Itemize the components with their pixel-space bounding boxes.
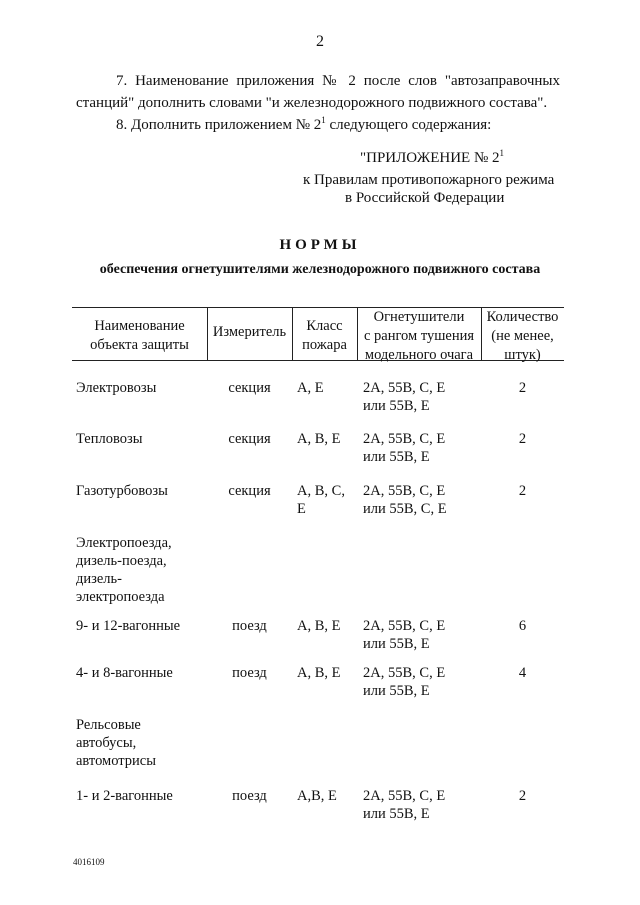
appendix-line-3: в Российской Федерации [345,190,505,206]
cell-extinguishers: или 55В, С, Е [363,501,447,517]
cell-unit: секция [228,483,271,499]
cell-extinguishers: или 55В, Е [363,398,430,414]
cell-unit: поезд [232,665,267,681]
document-subheading: обеспечения огнетушителями железнодорожного подвижного состава [99,262,541,277]
cell-object: Газотурбовозы [76,483,168,499]
appendix-title-text: "ПРИЛОЖЕНИЕ № 2 [360,150,500,166]
cell-quantity: 4 [518,665,527,681]
cell-extinguishers: или 55В, Е [363,636,430,652]
paragraph-7-line-1: 7. Наименование приложения № 2 после слов "автозаправочных [116,73,560,89]
cell-extinguishers: 2А, 55В, С, Е [363,665,446,681]
page-number: 2 [316,33,324,50]
header-text: Измеритель [212,324,287,340]
header-text: с рангом тушения [363,328,475,344]
cell-class: А, В, Е [297,665,341,681]
document-heading: НОРМЫ [279,237,361,253]
cell-object: 9- и 12-вагонные [76,618,181,634]
header-text: (не менее, [491,328,554,344]
cell-group-label: автомотрисы [76,753,156,769]
cell-group-label: электропоезда [76,589,165,605]
cell-extinguishers: 2А, 55В, С, Е [363,788,446,804]
cell-class: А, В, Е [297,618,341,634]
cell-group-label: дизель- [76,571,122,587]
cell-class: А,В, Е [297,788,337,804]
header-text: модельного очага [364,347,474,363]
appendix-line-2: к Правилам противопожарного режима [303,172,555,188]
cell-object: 1- и 2-вагонные [76,788,173,804]
header-text: штук) [504,347,541,363]
cell-quantity: 6 [518,618,527,634]
appendix-title [360,147,504,169]
table-header-quantity [481,308,564,365]
header-text: пожара [302,337,347,353]
cell-object: 4- и 8-вагонные [76,665,173,681]
table-header-unit [207,308,292,342]
cell-unit: поезд [232,618,267,634]
table-header-class [292,308,357,355]
paragraph-8 [116,114,491,136]
cell-extinguishers: или 55В, Е [363,449,430,465]
cell-quantity: 2 [518,483,527,499]
paragraph-8-text: 8. Дополнить приложением № 2 [116,117,322,133]
paragraph-8-text-end: следующего содержания: [325,117,492,133]
header-text: объекта защиты [90,337,189,353]
cell-group-label: Рельсовые [76,717,141,733]
cell-unit: секция [228,380,271,396]
cell-quantity: 2 [518,380,527,396]
cell-extinguishers: или 55В, Е [363,806,430,822]
cell-extinguishers: 2А, 55В, С, Е [363,618,446,634]
header-text: Огнетушители [373,309,465,325]
cell-extinguishers: 2А, 55В, С, Е [363,483,446,499]
cell-object: Электровозы [76,380,157,396]
table-header-name [72,308,207,355]
cell-extinguishers: 2А, 55В, С, Е [363,431,446,447]
cell-extinguishers: 2А, 55В, С, Е [363,380,446,396]
header-text: Класс [306,318,343,334]
cell-object: Тепловозы [76,431,143,447]
document-code: 4016109 [73,857,105,867]
appendix-title-superscript: 1 [499,148,505,158]
cell-class: А, В, Е [297,431,341,447]
cell-group-label: автобусы, [76,735,137,751]
cell-class: А, Е [297,380,324,396]
cell-quantity: 2 [518,788,527,804]
cell-group-label: дизель-поезда, [76,553,167,569]
cell-group-label: Электропоезда, [76,535,172,551]
header-text: Количество [486,309,559,325]
cell-unit: секция [228,431,271,447]
cell-quantity: 2 [518,431,527,447]
cell-class: Е [297,501,306,517]
header-text: Наименование [94,318,185,334]
cell-unit: поезд [232,788,267,804]
cell-extinguishers: или 55В, Е [363,683,430,699]
paragraph-7 [76,70,560,114]
cell-class: А, В, С, [297,483,345,499]
paragraph-8-superscript: 1 [321,115,326,125]
table-header-extinguishers [357,308,481,365]
paragraph-7-line-2: станций" дополнить словами "и железнодорожного подвижного состава". [76,95,548,111]
